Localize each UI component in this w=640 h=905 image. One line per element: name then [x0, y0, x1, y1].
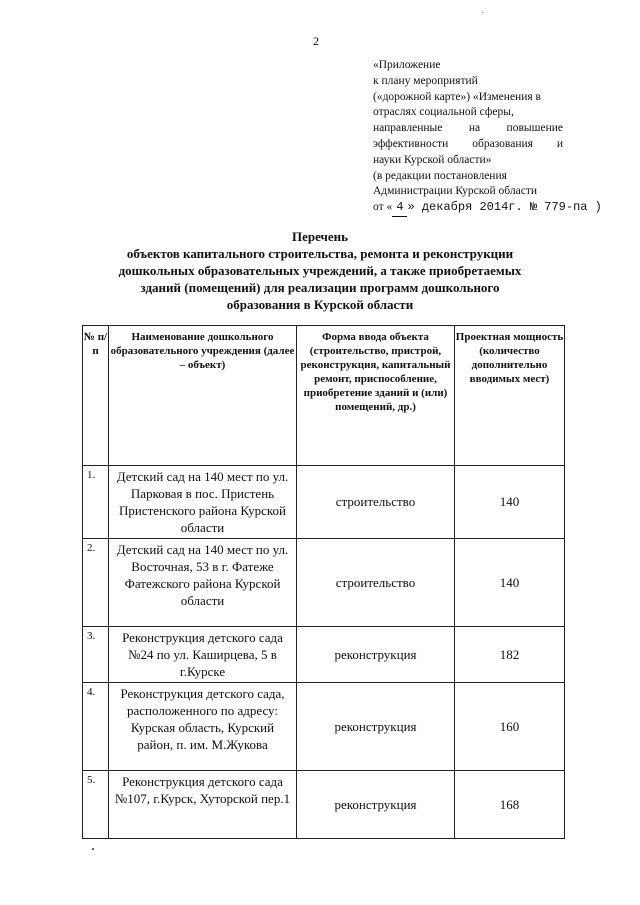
row-name: Детский сад на 140 мест по ул. Восточная, 53 в г. Фатеже Фатежского района Курской области [109, 539, 297, 627]
appendix-line: (в редакции постановления [373, 169, 507, 182]
resolution-date-line [373, 200, 602, 217]
appendix-line: науки Курской области» [373, 153, 492, 166]
scan-speck [92, 848, 94, 850]
row-form: строительство [297, 466, 455, 539]
row-name: Детский сад на 140 мест по ул. Парковая в пос. Пристень Пристенского района Курской области [109, 466, 297, 539]
appendix-line: отраслях социальной сферы, [373, 106, 514, 119]
row-capacity: 168 [455, 771, 565, 839]
appendix-line: Администрации Курской области [373, 185, 537, 198]
table-row [83, 539, 565, 627]
header-form: Форма ввода объекта (строительство, пристрой, реконструкция, капитальный ремонт, приспособление, приобретение зданий и (или) помещений, др.) [297, 326, 455, 466]
title-line: Перечень [291, 229, 349, 244]
table-row [83, 683, 565, 771]
appendix-block [373, 58, 602, 217]
row-form: реконструкция [297, 771, 455, 839]
row-name: Реконструкция детского сада №107, г.Курск, Хуторской пер.1 [109, 771, 297, 839]
header-capacity: Проектная мощность (количество дополнительно вводимых мест) [455, 326, 565, 466]
row-form: реконструкция [297, 683, 455, 771]
title-line: образования в Курской области [226, 297, 414, 312]
title-line: зданий (помещений) для реализации программ дошкольного [140, 280, 500, 295]
row-capacity: 140 [455, 466, 565, 539]
row-num: 1. [83, 466, 109, 539]
appendix-line: эффективности образования и [373, 137, 563, 150]
row-capacity: 140 [455, 539, 565, 627]
header-name: Наименование дошкольного образовательного учреждения (далее – объект) [109, 326, 297, 466]
appendix-line: «Приложение [373, 59, 441, 71]
table-row [83, 466, 565, 539]
row-num: 5. [83, 771, 109, 839]
appendix-line: направленные на повышение [373, 122, 563, 135]
appendix-line: («дорожной карте») «Изменения в [373, 90, 541, 103]
header-num: № п/п [83, 326, 109, 466]
document-title [60, 228, 580, 313]
row-capacity: 160 [455, 683, 565, 771]
row-num: 3. [83, 627, 109, 683]
date-suffix: » декабря 2014г. № 779-па ) [407, 200, 602, 215]
date-day: 4 [392, 200, 407, 217]
row-name: Реконструкция детского сада №24 по ул. Каширцева, 5 в г.Курске [109, 627, 297, 683]
scan-speck [482, 12, 483, 13]
row-name: Реконструкция детского сада, расположенного по адресу: Курская область, Курский район, п. им. М.Жукова [109, 683, 297, 771]
objects-table [82, 325, 565, 839]
row-form: реконструкция [297, 627, 455, 683]
row-num: 4. [83, 683, 109, 771]
appendix-line: к плану мероприятий [373, 74, 478, 87]
row-num: 2. [83, 539, 109, 627]
row-form: строительство [297, 539, 455, 627]
title-line: объектов капитального строительства, ремонта и реконструкции [126, 246, 514, 261]
page-number: 2 [313, 34, 319, 48]
table-row [83, 627, 565, 683]
date-prefix: от « [373, 201, 393, 214]
title-line: дошкольных образовательных учреждений, а также приобретаемых [118, 263, 522, 278]
table-row [83, 771, 565, 839]
row-capacity: 182 [455, 627, 565, 683]
